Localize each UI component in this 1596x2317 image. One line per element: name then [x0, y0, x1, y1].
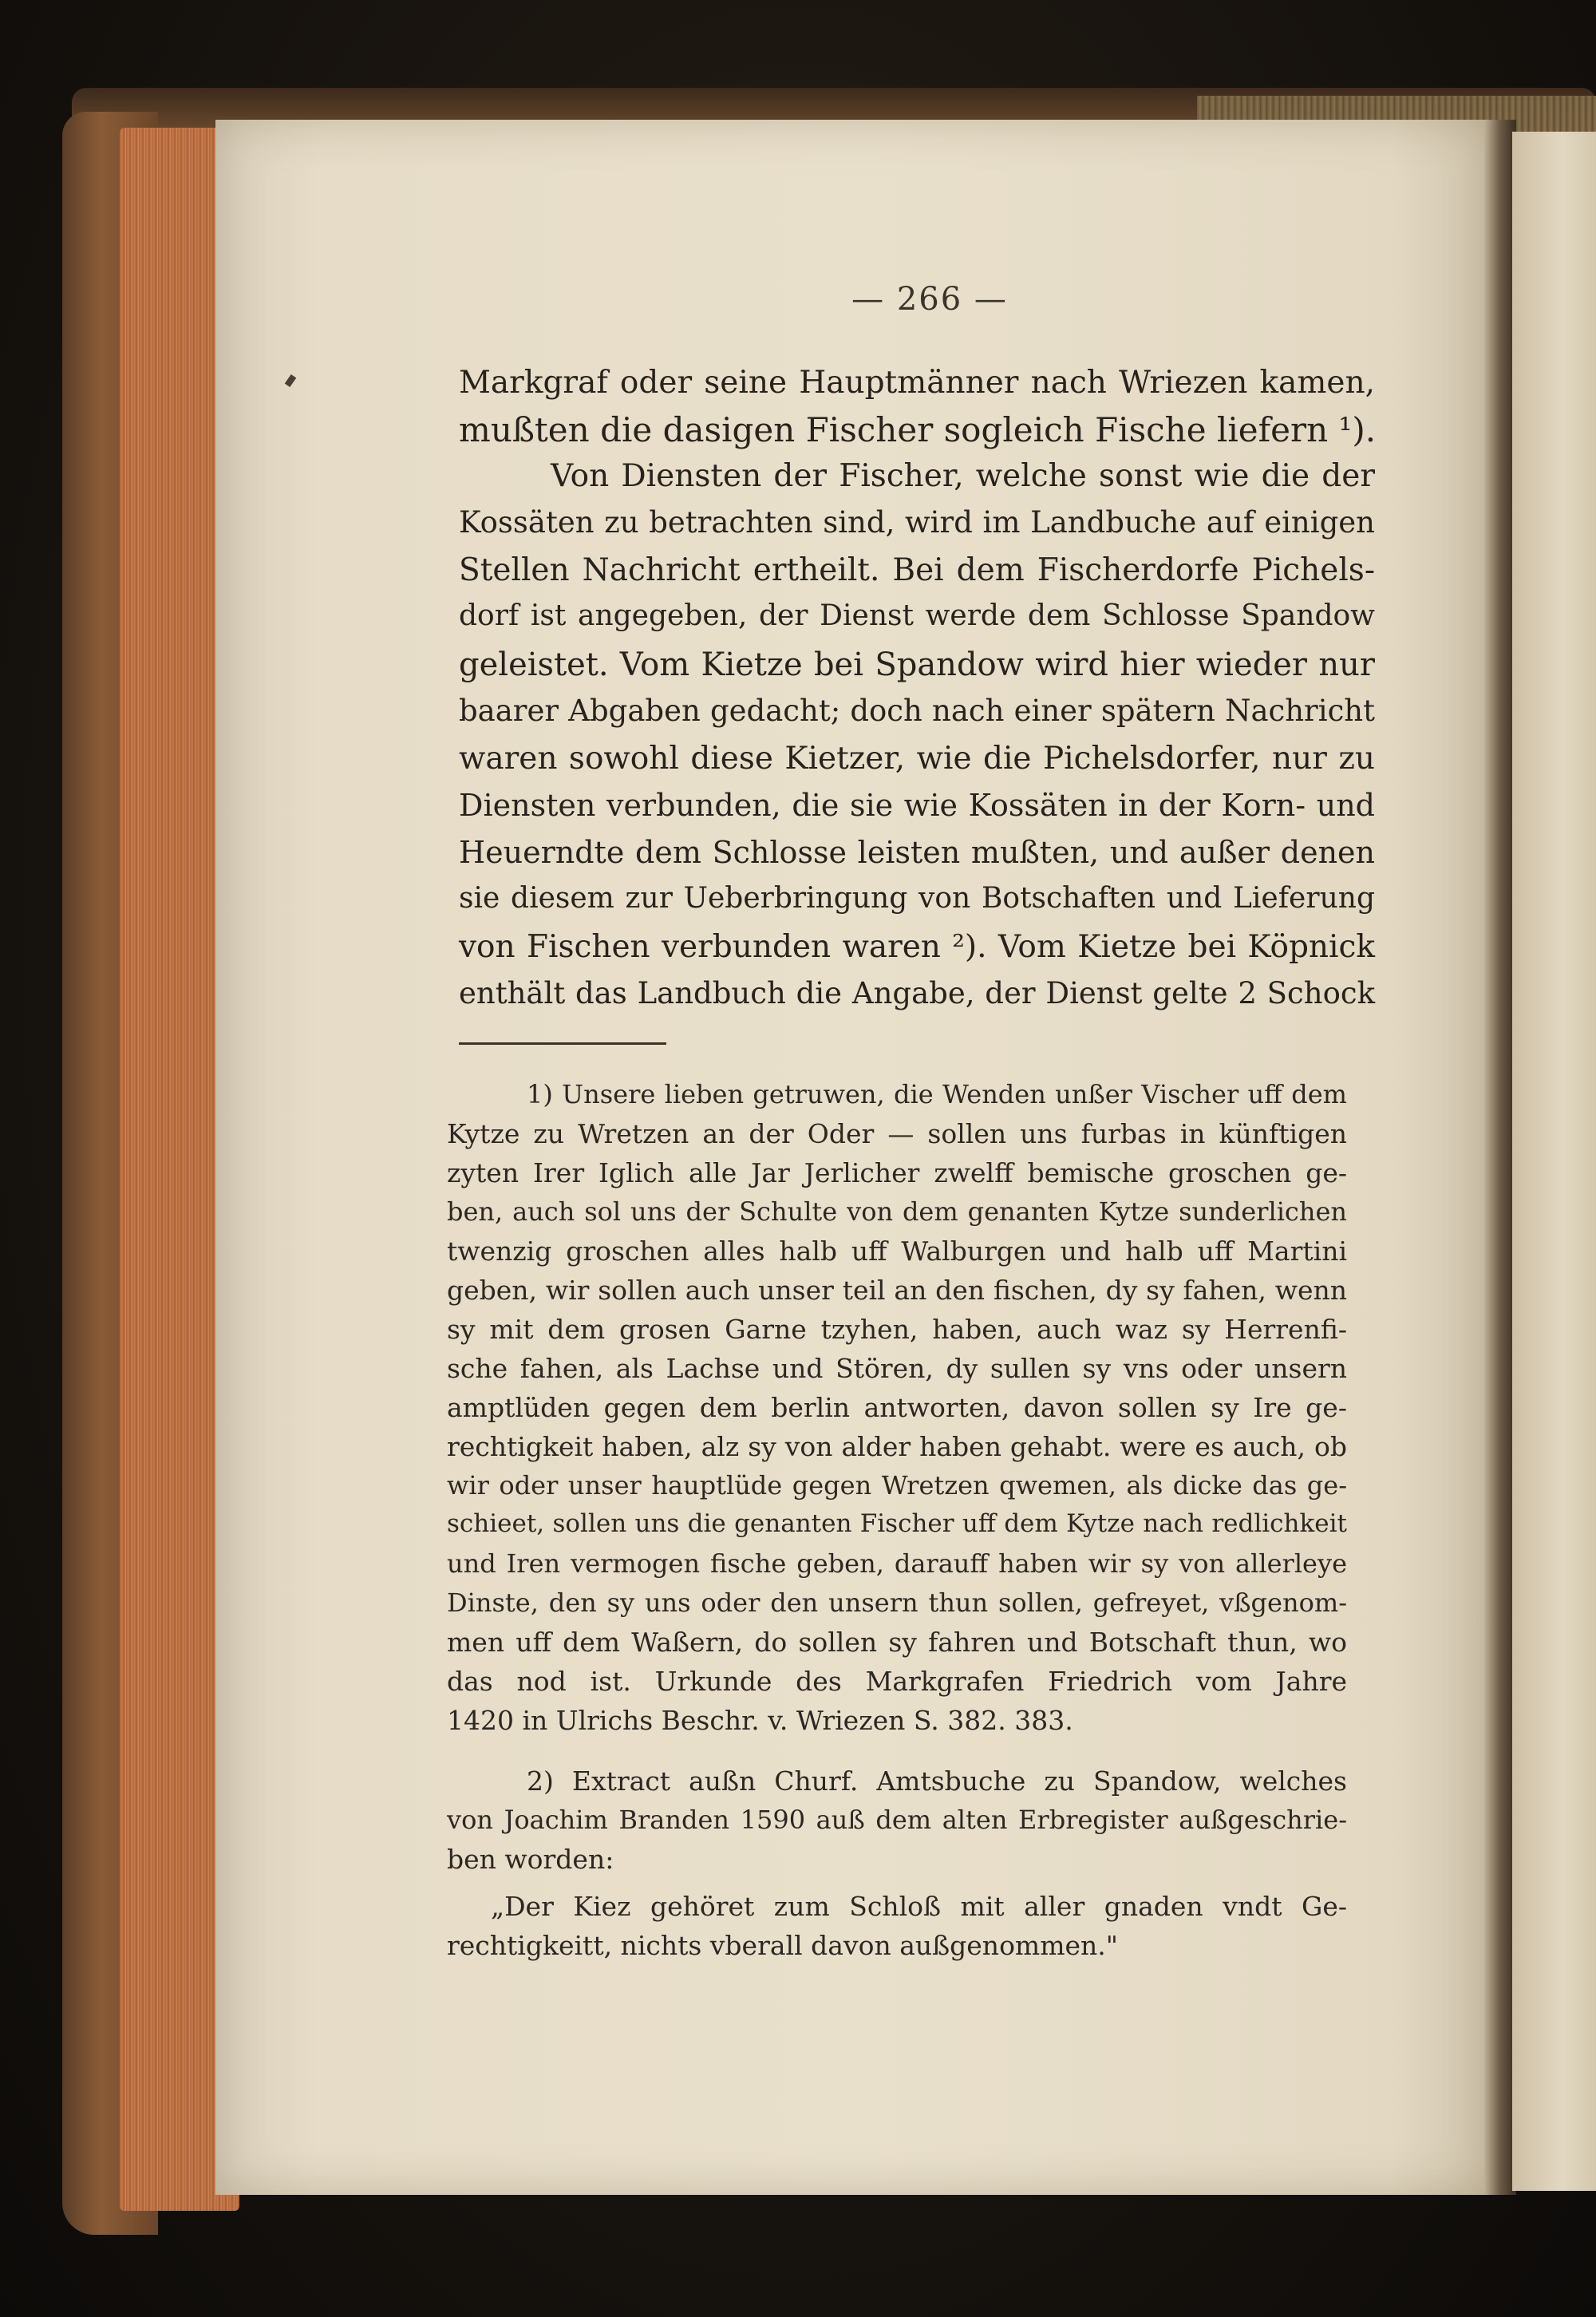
body-line: Heuerndte dem Schlosse leisten mußten, und außer denen — [459, 835, 1375, 870]
page-number: — 266 — — [851, 281, 1008, 318]
footnote-line: men uff dem Waßern, do sollen sy fahren und Botschaft thun, wo — [447, 1627, 1347, 1658]
footnote-line: wir oder unser hauptlüde gegen Wretzen qwemen, als dicke das ge- — [447, 1470, 1347, 1501]
footnote-line: 1) Unsere lieben getruwen, die Wenden unßer Vischer uff dem — [527, 1079, 1347, 1109]
footnote-line: twenzig groschen alles halb uff Walburgen und halb uff Martini — [447, 1236, 1347, 1267]
body-line: waren sowohl diese Kietzer, wie die Pichelsdorfer, nur zu — [459, 741, 1375, 777]
body-line: dorf ist angegeben, der Dienst werde dem Schlosse Spandow — [459, 599, 1375, 632]
body-line: Markgraf oder seine Hauptmänner nach Wriezen kamen, — [459, 365, 1375, 401]
footnote-line: amptlüden gegen dem berlin antworten, davon sollen sy Ire ge- — [447, 1392, 1347, 1423]
page-gutter — [1484, 120, 1516, 2195]
footnote-line: von Joachim Branden 1590 auß dem alten Erbregister außgeschrie- — [447, 1805, 1347, 1835]
footnote-line: 2) Extract außn Churf. Amtsbuche zu Spandow, welches — [527, 1765, 1347, 1797]
footnote-quote-line: rechtigkeitt, nichts vberall davon außgenommen." — [447, 1930, 1118, 1961]
body-line: geleistet. Vom Kietze bei Spandow wird hier wieder nur — [459, 646, 1375, 683]
footnote-line: Kytze zu Wretzen an der Oder — sollen uns furbas in künftigen — [447, 1118, 1347, 1149]
footnote-line: sy mit dem grosen Garne tzyhen, haben, auch waz sy Herrenfi- — [447, 1314, 1347, 1345]
body-line: sie diesem zur Ueberbringung von Botschaften und Lieferung — [459, 882, 1375, 915]
body-line: von Fischen verbunden waren ²). Vom Kietze bei Köpnick — [459, 929, 1375, 965]
footnote-line: das nod ist. Urkunde des Markgrafen Friedrich vom Jahre — [447, 1666, 1347, 1697]
footnote-line: und Iren vermogen fische geben, darauff haben wir sy von allerleye — [447, 1548, 1347, 1579]
footnote-line: zyten Irer Iglich alle Jar Jerlicher zwelff bemische groschen ge- — [447, 1157, 1347, 1188]
body-line: Kossäten zu betrachten sind, wird im Landbuche auf einigen — [459, 505, 1375, 540]
footnote-line: sche fahen, als Lachse und Stören, dy sullen sy vns oder unsern — [447, 1353, 1347, 1384]
body-line: baarer Abgaben gedacht; doch nach einer spätern Nachricht — [459, 694, 1375, 728]
body-line: Diensten verbunden, die sie wie Kossäten in der Korn- und — [459, 788, 1375, 823]
footnote-line: schieet, sollen uns die genanten Fischer uff dem Kytze nach redlichkeit — [447, 1509, 1347, 1538]
body-line: Von Diensten der Fischer, welche sonst wie die der — [551, 458, 1375, 494]
footnote-line: geben, wir sollen auch unser teil an den fischen, dy sy fahen, wenn — [447, 1275, 1347, 1306]
footnote-line: rechtigkeit haben, alz sy von alder haben gehabt. were es auch, ob — [447, 1431, 1347, 1462]
footnote-rule — [459, 1042, 666, 1045]
footnote-line: 1420 in Ulrichs Beschr. v. Wriezen S. 382. 383. — [447, 1705, 1073, 1736]
footnote-quote-line: „Der Kiez gehöret zum Schloß mit aller gnaden vndt Ge- — [491, 1891, 1347, 1922]
facing-page-edge — [1512, 132, 1596, 2191]
footnote-line: Dinste, den sy uns oder den unsern thun sollen, gefreyet, vßgenom- — [447, 1588, 1347, 1618]
body-line: Stellen Nachricht ertheilt. Bei dem Fischerdorfe Pichels- — [459, 552, 1375, 588]
footnote-line: ben worden: — [447, 1844, 614, 1875]
body-line: mußten die dasigen Fischer sogleich Fische liefern ¹). — [459, 410, 1377, 449]
footnote-line: ben, auch sol uns der Schulte von dem genanten Kytze sunderlichen — [447, 1196, 1347, 1227]
body-line: enthält das Landbuch die Angabe, der Dienst gelte 2 Schock — [459, 976, 1375, 1010]
